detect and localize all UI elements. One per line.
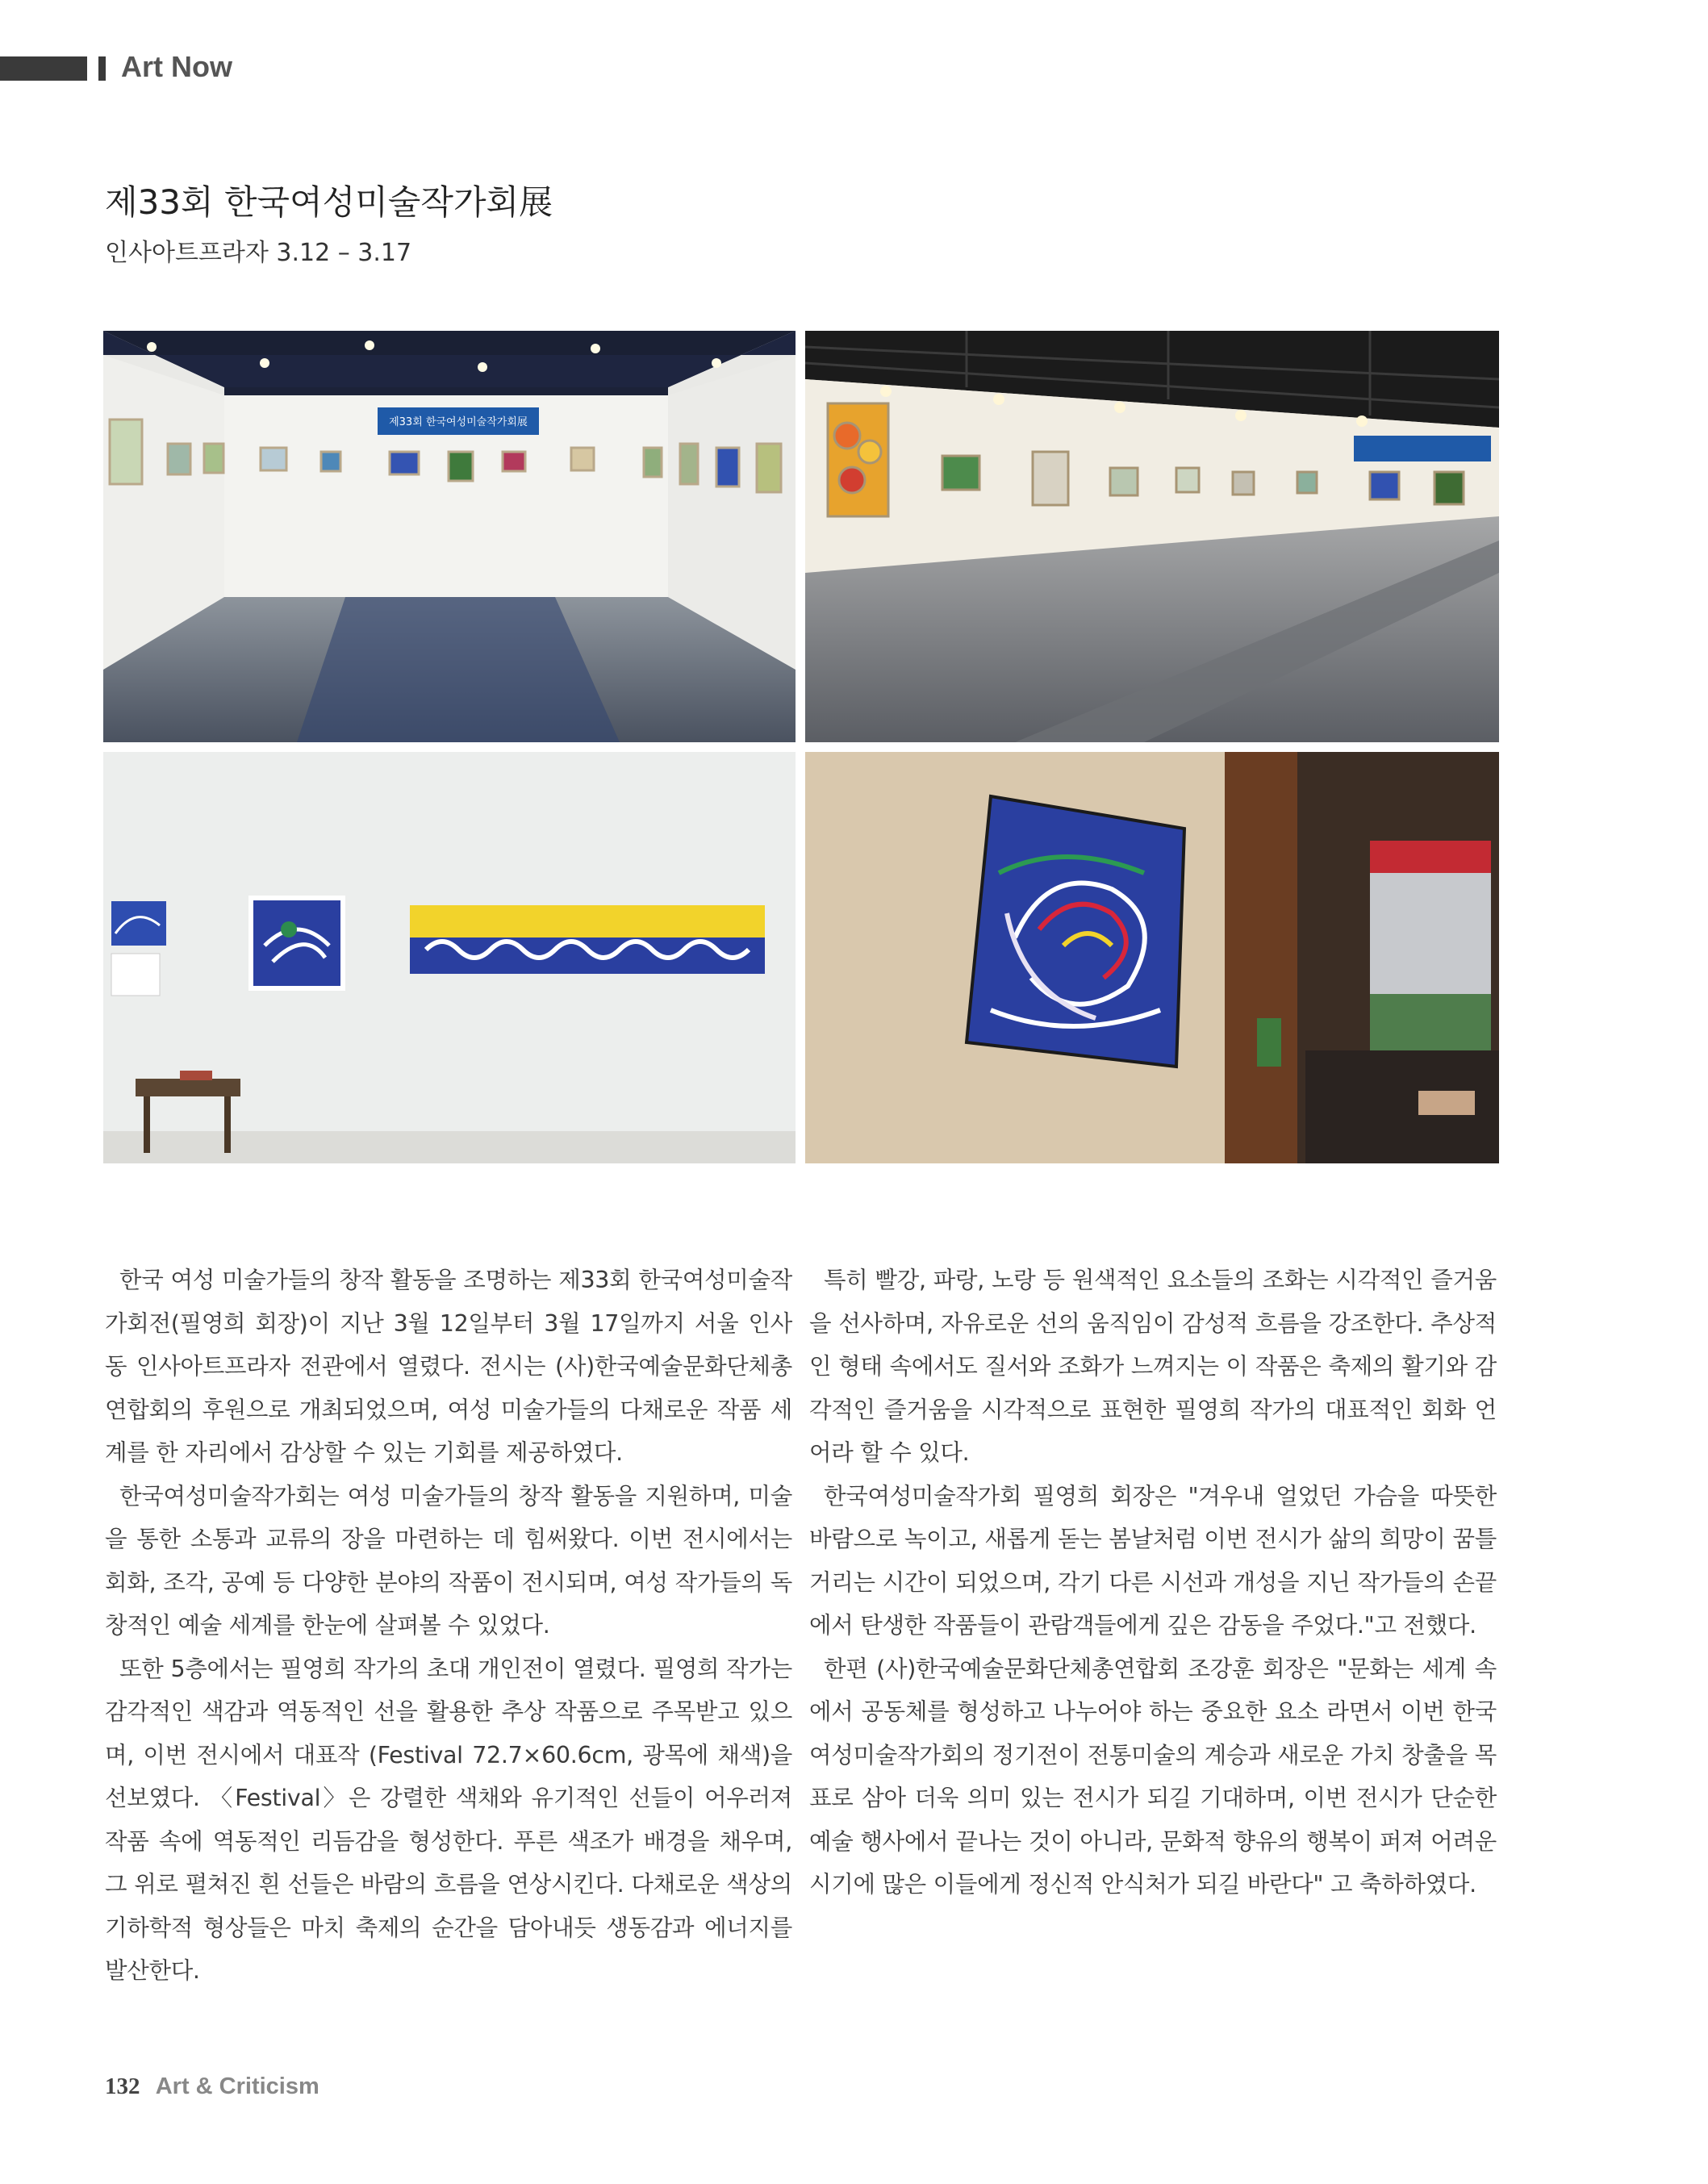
- gallery-photo-angled: [805, 331, 1499, 742]
- article-title: 제33회 한국여성미술작가회展: [105, 182, 553, 222]
- banner-text: 제33회 한국여성미술작가회展: [389, 416, 528, 428]
- header-tick: [98, 56, 106, 81]
- page-footer: [105, 2072, 319, 2100]
- article-paragraph: 한국여성미술작가회 필영희 회장은 "겨우내 얼었던 가슴을 따뜻한 바람으로 녹이고, 새롭게 돋는 봄날처럼 이번 전시가 삶의 희망이 꿈틀거리는 시간이 되었으며, 각기 다른 시선과 개성을 지닌 작가들의 손끝에서 탄생한 작품들이 관람객들에게 깊은 감동을 주었다."고 전했다.: [809, 1482, 1497, 1639]
- article-paragraph: 특히 빨강, 파랑, 노랑 등 원색적인 요소들의 조화는 시각적인 즐거움을 선사하며, 자유로운 선의 움직임이 감성적 흐름을 강조한다. 추상적인 형태 속에서도 질서와 조화가 느껴지는 이 작품은 축제의 활기와 감각적인 즐거움을 시각적으로 표현한 필영희 작가의 대표적인 회화 언어라 할 수 있다.: [809, 1267, 1497, 1466]
- magazine-name: Art & Criticism: [155, 2073, 319, 2099]
- article-paragraph: 한편 (사)한국예술문화단체총연합회 조강훈 회장은 "문화는 세계 속에서 공동체를 형성하고 나누어야 하는 중요한 요소 라면서 이번 한국여성미술작가회의 정기전이 전통미술의 계승과 새로운 가치 창출을 목표로 삼아 더욱 의미 있는 전시가 되길 기대하며, 이번 전시가 단순한 예술 행사에서 끝나는 것이 아니라, 문화적 향유의 행복이 퍼져 어려운 시기에 많은 이들에게 정신적 안식처가 되길 바란다" 고 축하하였다.: [809, 1655, 1497, 1898]
- section-label: Art Now: [121, 50, 232, 83]
- article-paragraph: 또한 5층에서는 필영희 작가의 초대 개인전이 열렸다. 필영희 작가는 감각적인 색감과 역동적인 선을 활용한 추상 작품으로 주목받고 있으며, 이번 전시에서 대표작 (Festival 72.7×60.6cm, 광목에 채색)을 선보였다. 〈Festival〉은 강렬한 색채와 유기적인 선들이 어우러져 작품 속에 역동적인 리듬감을 형성한다. 푸른 색조가 배경을 채우며, 그 위로 펼쳐진 흰 선들은 바람의 흐름을 연상시킨다. 다채로운 색상의 기하학적 형상들은 마치 축제의 순간을 담아내듯 생동감과 에너지를 발산한다.: [105, 1655, 792, 1984]
- festival-painting-photo: [805, 752, 1499, 1163]
- article-right-column: [809, 1259, 1497, 1906]
- header-bar: [0, 56, 87, 81]
- article-paragraph: 한국 여성 미술가들의 창작 활동을 조명하는 제33회 한국여성미술작가회전(필영희 회장)이 지난 3월 12일부터 3월 17일까지 서울 인사동 인사아트프라자 전관에서 열렸다. 전시는 (사)한국예술문화단체총연합회의 후원으로 개최되었으며, 여성 미술가들의 다채로운 작품 세계를 한 자리에서 감상할 수 있는 기회를 제공하였다.: [105, 1267, 792, 1466]
- article-subtitle: 인사아트프라자 3.12 – 3.17: [105, 239, 412, 267]
- article-left-column: [105, 1259, 792, 1993]
- article-paragraph: 한국여성미술작가회는 여성 미술가들의 창작 활동을 지원하며, 미술을 통한 소통과 교류의 장을 마련하는 데 힘써왔다. 이번 전시에서는 회화, 조각, 공예 등 다양한 분야의 작품이 전시되며, 여성 작가들의 독창적인 예술 세계를 한눈에 살펴볼 수 있었다.: [105, 1482, 792, 1639]
- page-number: 132: [105, 2073, 140, 2099]
- exhibition-banner-2: [1354, 436, 1491, 461]
- gallery-photo-front: [103, 331, 796, 742]
- gallery-photo-wall: [103, 752, 796, 1163]
